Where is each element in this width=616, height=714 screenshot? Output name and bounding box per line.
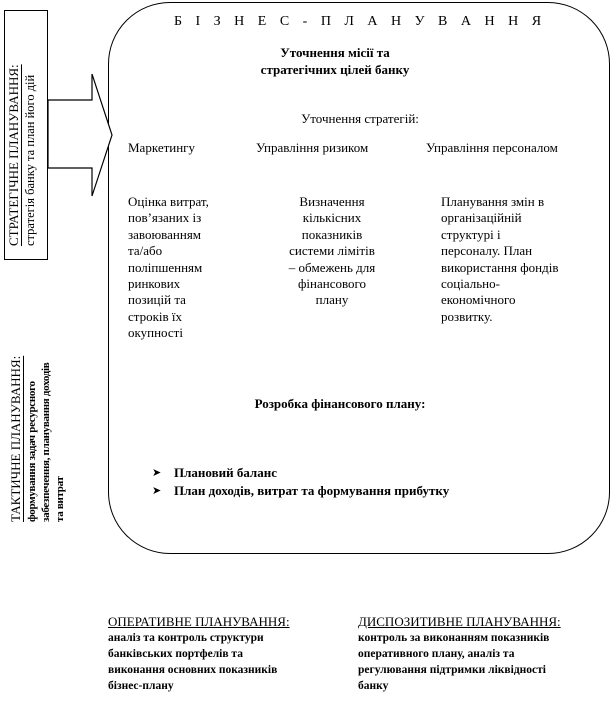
text-line: строків їх xyxy=(128,308,183,324)
tactical-planning-line-2: забезпечення, планування доходів xyxy=(40,362,52,522)
text-line: економічного xyxy=(441,292,516,308)
text-line: пов’язаних із xyxy=(128,210,202,226)
text-line: окупності xyxy=(128,325,183,341)
column-heading-marketing: Маркетингу xyxy=(128,140,196,155)
mission-block xyxy=(190,44,480,78)
text-line: позицій та xyxy=(128,292,186,308)
list-item-label: План доходів, витрат та формування прибутку xyxy=(174,483,450,498)
list-item xyxy=(152,464,449,482)
arrow-bullet-icon: ➤ xyxy=(152,485,162,497)
text-line: бізнес-плану xyxy=(108,680,174,692)
text-line: виконання основних показників xyxy=(108,664,278,676)
text-line: організаційній xyxy=(441,210,522,226)
text-line: розвитку. xyxy=(441,308,493,324)
text-line: банку xyxy=(358,680,389,692)
tactical-planning-line-1: формування задач ресурсного xyxy=(26,381,38,522)
text-line: системи лімітів xyxy=(289,243,375,259)
column-heading-risk: Управління ризиком xyxy=(256,140,369,155)
text-line: контроль за виконанням показників xyxy=(358,632,550,644)
text-line: ринкових xyxy=(128,276,181,292)
list-item-label: Плановий баланс xyxy=(174,465,277,480)
text-line: плану xyxy=(315,292,349,308)
column-heading-personnel: Управління персоналом xyxy=(426,140,558,155)
text-line: соціально- xyxy=(441,276,500,292)
column-text-personnel xyxy=(441,194,601,325)
text-line: банківських портфелів та xyxy=(108,648,243,660)
mission-line-2: стратегічних цілей банку xyxy=(260,62,410,77)
text-line: аналіз та контроль структури xyxy=(108,632,264,644)
text-line: оперативного плану, аналіз та xyxy=(358,648,515,660)
column-text-risk xyxy=(272,194,392,309)
list-item xyxy=(152,482,449,500)
financial-plan-list xyxy=(152,464,449,500)
clarify-strategies-label: Уточнення стратегій: xyxy=(301,111,419,126)
mission-line-1: Уточнення місії та xyxy=(280,45,390,60)
text-line: Оцінка витрат, xyxy=(128,194,209,209)
text-line: – обмежень для xyxy=(288,259,376,275)
text-line: фінансового xyxy=(297,276,367,292)
dispositive-planning-text xyxy=(358,630,612,694)
text-line: показників xyxy=(301,226,363,242)
operational-planning-heading: ОПЕРАТИВНЕ ПЛАНУВАННЯ: xyxy=(108,614,290,629)
text-line: регулювання підтримки ліквідності xyxy=(358,664,546,676)
arrow-bullet-icon: ➤ xyxy=(152,467,162,479)
operational-planning-block xyxy=(108,614,348,694)
text-line: поліпшенням xyxy=(128,259,203,275)
strategic-planning-text: стратегія банку та план його дій xyxy=(23,74,37,246)
operational-planning-text xyxy=(108,630,348,694)
arrow-shape xyxy=(48,74,112,196)
dispositive-planning-heading: ДИСПОЗИТИВНЕ ПЛАНУВАННЯ: xyxy=(358,614,561,629)
text-line: та/або xyxy=(128,243,163,259)
tactical-planning-heading: ТАКТИЧНЕ ПЛАНУВАННЯ: xyxy=(8,355,23,522)
business-planning-title: Б І З Н Е С - П Л А Н У В А Н Н Я xyxy=(173,14,547,29)
financial-plan-heading: Розробка фінансового плану: xyxy=(254,396,426,411)
text-line: Визначення xyxy=(299,194,365,209)
text-line: використання фондів xyxy=(441,259,559,275)
text-line: завоюванням xyxy=(128,226,202,242)
text-line: персоналу. План xyxy=(441,243,533,259)
strategic-planning-heading: СТРАТЕГІЧНЕ ПЛАНУВАННЯ: xyxy=(6,64,21,246)
text-line: кількісних xyxy=(302,210,362,226)
tactical-planning-line-3: та витрат xyxy=(54,476,66,522)
column-text-marketing xyxy=(128,194,248,342)
dispositive-planning-block xyxy=(358,614,612,694)
text-line: Планування змін в xyxy=(441,194,545,209)
text-line: структурі і xyxy=(441,226,501,242)
